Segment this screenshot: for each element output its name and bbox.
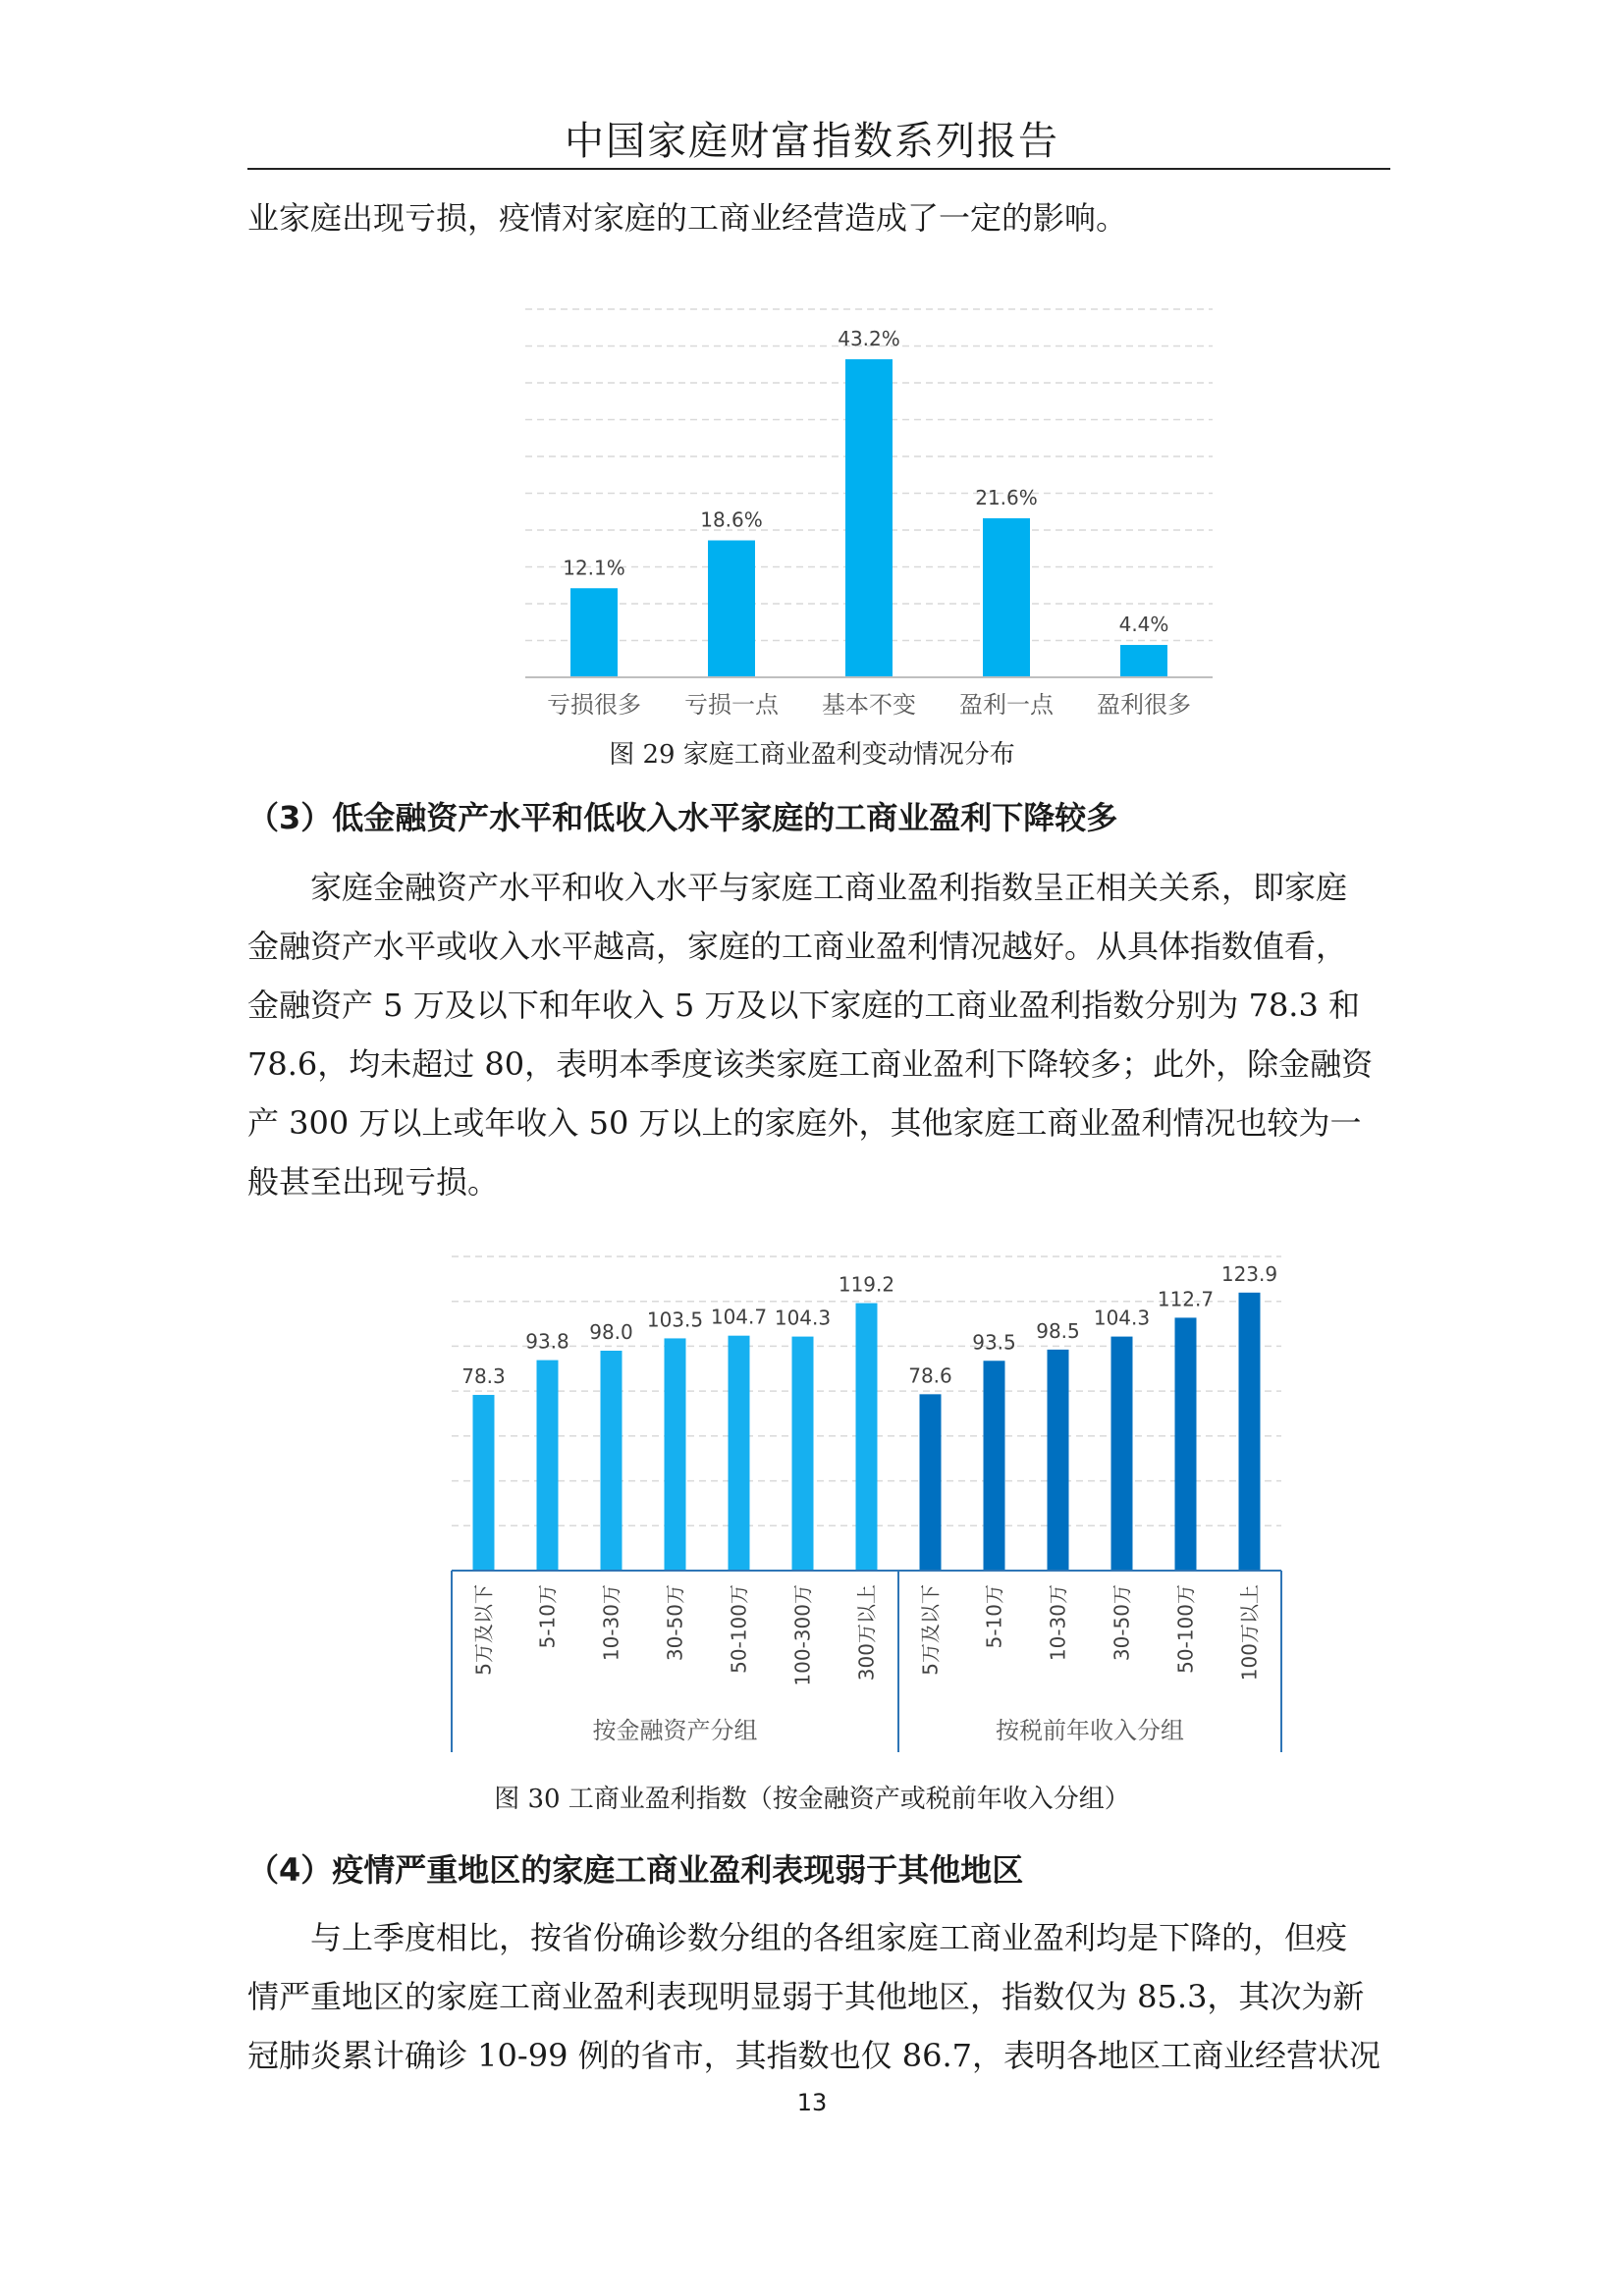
chart30-bar (1048, 1350, 1069, 1571)
section3-line-2: 金融资产水平或收入水平越高，家庭的工商业盈利情况越好。从具体指数值看， (247, 928, 1348, 965)
chart30-category-label: 100-300万 (790, 1584, 815, 1686)
section3-line-1: 家庭金融资产水平和收入水平与家庭工商业盈利指数呈正相关关系，即家庭 (310, 869, 1348, 906)
chart30-bar (984, 1361, 1005, 1571)
section4-heading: （4）疫情严重地区的家庭工商业盈利表现弱于其他地区 (247, 1851, 1024, 1889)
section4-line-3: 冠肺炎累计确诊 10-99 例的省市，其指数也仅 86.7，表明各地区工商业经营状况 (247, 2037, 1381, 2074)
chart30-category-label: 50-100万 (727, 1584, 751, 1674)
section4-line-2: 情严重地区的家庭工商业盈利表现明显弱于其他地区，指数仅为 85.3，其次为新 (247, 1978, 1365, 2015)
chart30-value-label: 93.5 (972, 1330, 1016, 1355)
chart30-value-label: 78.6 (908, 1363, 952, 1388)
chart29-bar (983, 518, 1030, 677)
figure29-caption: 图 29 家庭工商业盈利变动情况分布 (609, 740, 1015, 770)
chart30-value-label: 104.3 (774, 1306, 832, 1330)
chart29-value-label: 4.4% (1118, 613, 1169, 636)
section3-heading: （3）低金融资产水平和低收入水平家庭的工商业盈利下降较多 (247, 799, 1118, 836)
section3-line-4: 78.6，均未超过 80，表明本季度该类家庭工商业盈利下降较多；此外，除金融资 (247, 1045, 1374, 1083)
chart29-category-label: 盈利一点 (959, 691, 1054, 719)
figure30-caption: 图 30 工商业盈利指数（按金融资产或税前年收入分组） (494, 1785, 1130, 1814)
chart29-bar (1120, 645, 1167, 677)
chart30-value-label: 103.5 (646, 1308, 704, 1332)
chart29-bar (570, 588, 618, 677)
chart30-category-label: 30-50万 (663, 1584, 687, 1662)
chart30-bar (1239, 1293, 1261, 1571)
chart30-value-label: 123.9 (1220, 1261, 1278, 1286)
chart29-bars (570, 359, 1167, 677)
chart30-bar (792, 1337, 814, 1571)
chart29-value-label: 18.6% (700, 507, 763, 532)
chart30-value-label: 98.5 (1036, 1318, 1080, 1343)
chart30-value-label: 93.8 (525, 1329, 569, 1354)
section4-line-1: 与上季度相比，按省份确诊数分组的各组家庭工商业盈利均是下降的，但疫 (310, 1919, 1348, 1956)
chart30-bar (1175, 1317, 1197, 1571)
chart30-bar (920, 1394, 942, 1571)
chart30-category-label: 30-50万 (1110, 1584, 1134, 1662)
chart30-category-label: 10-30万 (599, 1584, 623, 1662)
chart30-category-labels (472, 1584, 1262, 1686)
report-header-title: 中国家庭财富指数系列报告 (565, 119, 1059, 164)
chart30-group-labels (593, 1717, 1185, 1744)
chart30-bar (473, 1395, 495, 1571)
chart30-category-label: 5-10万 (535, 1584, 560, 1649)
section3-line-3: 金融资产 5 万及以下和年收入 5 万及以下家庭的工商业盈利指数分别为 78.3 和 (247, 987, 1361, 1024)
chart30-value-label: 98.0 (589, 1320, 633, 1344)
chart30-group-label: 按金融资产分组 (592, 1717, 758, 1744)
chart29-value-label: 43.2% (838, 327, 900, 350)
chart30-value-label: 112.7 (1157, 1287, 1215, 1311)
chart29-category-label: 基本不变 (822, 691, 916, 719)
chart30-category-label: 100万以上 (1237, 1584, 1262, 1682)
chart29-category-label: 盈利很多 (1097, 691, 1191, 719)
chart30-bar (537, 1361, 559, 1571)
section3-paragraph (247, 858, 1390, 1211)
chart30-bar (665, 1338, 686, 1571)
chart30-value-label: 104.7 (710, 1305, 768, 1329)
chart30-bar (601, 1351, 623, 1571)
chart30-category-label: 5万及以下 (918, 1584, 943, 1676)
chart29-bar (708, 541, 755, 678)
intro-paragraph (247, 188, 1390, 247)
chart30-value-label: 78.3 (461, 1364, 506, 1389)
page-number: 13 (796, 2089, 828, 2116)
chart29-category-label: 亏损一点 (684, 691, 779, 719)
chart30-bar (1111, 1337, 1133, 1571)
chart30-category-label: 50-100万 (1173, 1584, 1198, 1674)
chart30-value-label: 119.2 (838, 1272, 895, 1297)
profit-change-distribution-chart (491, 294, 1237, 746)
chart30-bar (856, 1304, 878, 1571)
chart30-category-label: 300万以上 (854, 1584, 879, 1682)
chart29-category-label: 亏损很多 (547, 691, 641, 719)
chart29-bar (845, 359, 893, 677)
header-divider (247, 168, 1390, 170)
profit-index-by-group-chart (432, 1242, 1296, 1772)
chart29-value-label: 12.1% (563, 556, 625, 580)
chart29-category-labels (547, 691, 1191, 719)
section3-line-6: 般甚至出现亏损。 (247, 1163, 500, 1201)
chart30-value-label: 104.3 (1093, 1306, 1151, 1330)
chart30-category-label: 5-10万 (982, 1584, 1006, 1649)
chart29-value-label: 21.6% (975, 486, 1038, 509)
intro-line: 业家庭出现亏损，疫情对家庭的工商业经营造成了一定的影响。 (247, 199, 1128, 237)
chart30-group-label: 按税前年收入分组 (996, 1717, 1184, 1744)
section3-line-5: 产 300 万以上或年收入 50 万以上的家庭外，其他家庭工商业盈利情况也较为一 (247, 1104, 1362, 1142)
section4-paragraph (247, 1908, 1390, 2085)
chart30-category-label: 10-30万 (1046, 1584, 1070, 1662)
chart30-category-label: 5万及以下 (471, 1584, 496, 1676)
chart30-bar (729, 1336, 750, 1571)
